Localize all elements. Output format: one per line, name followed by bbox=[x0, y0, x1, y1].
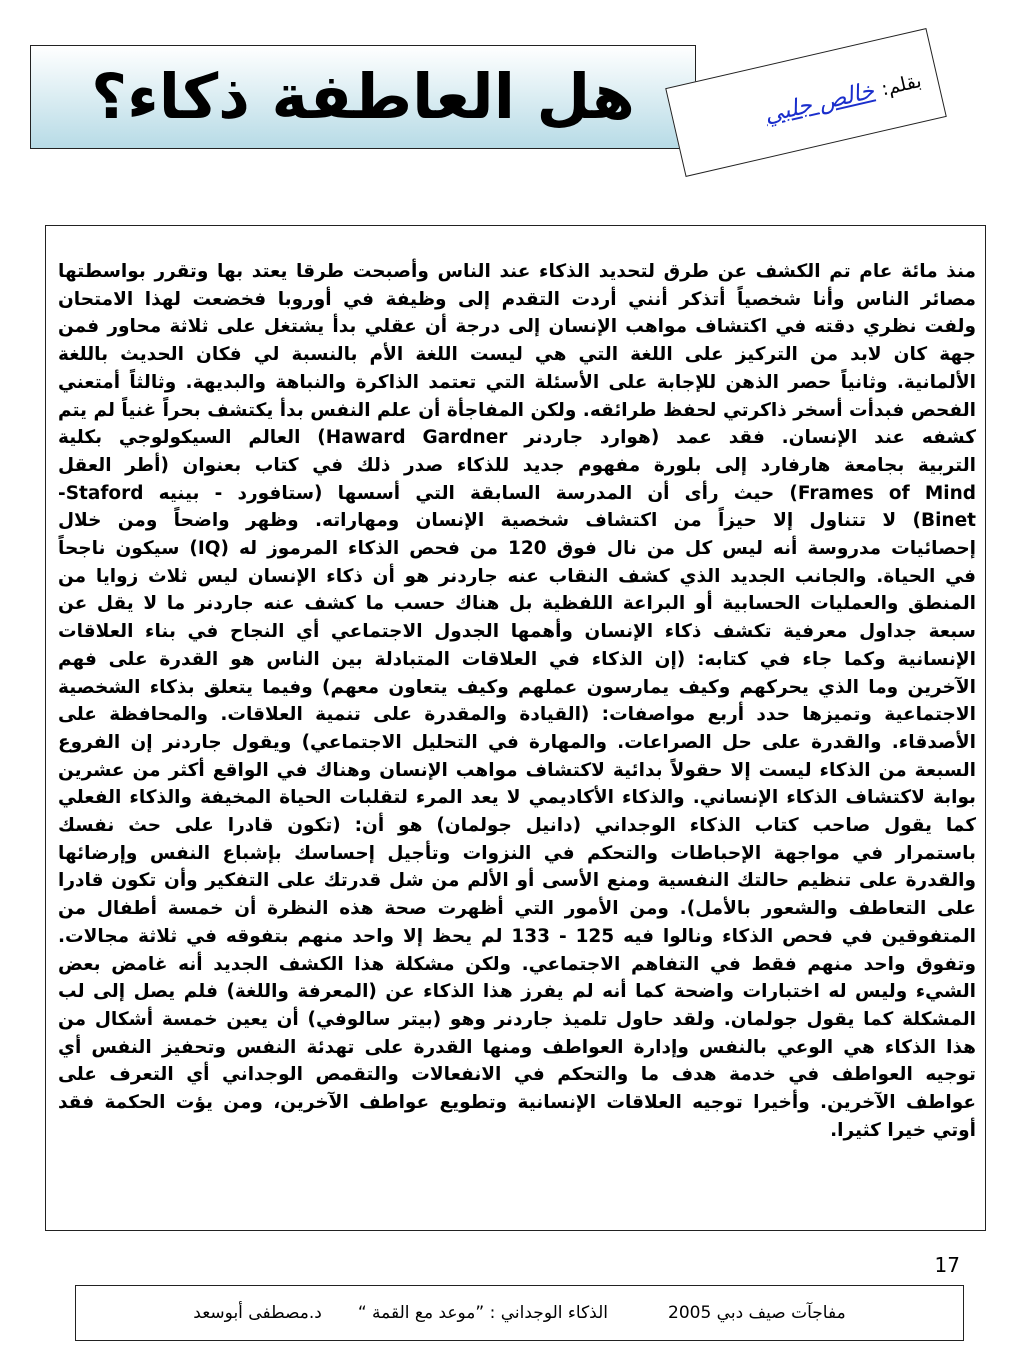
body-line: بوابة لاكتشاف الذكاء الإنساني. والذكاء الأكاديمي لا يعد المرء لتقلبات الحياة المخيفة والذكاء الفعلي bbox=[58, 787, 976, 809]
body-line: هذا الذكاء هي الوعي بالنفس وإدارة العواطف ومنها القدرة على تهدئة النفس وتحفيز النفس أي bbox=[58, 1036, 976, 1058]
body-line: التربية بجامعة هارفارد إلى بلورة مفهوم جديد للذكاء صدر ذلك في كتاب بعنوان (أطر العقل bbox=[58, 454, 976, 476]
body-line: سبعة جداول معرفية تكشف ذكاء الإنسان وأهمها الجدول الاجتماعي أي النجاح في بناء العلاقات bbox=[58, 621, 976, 643]
body-line: كما يقول صاحب كتاب الذكاء الوجداني (دانيل جولمان) هو أن: (تكون قادرا على حث نفسك bbox=[58, 815, 976, 837]
body-line: أوتي خيرا كثيرا. bbox=[830, 1119, 976, 1141]
body-line: المنطق والعمليات الحسابية أو البراعة اللفظية بل هناك حسب ما كشف عنه جاردنر ما لا يقل عن bbox=[58, 593, 976, 615]
page-number: 17 bbox=[934, 1253, 960, 1277]
body-line: في الحياة. والجانب الجديد الذي كشف النقاب عنه جاردنر هو أن ذكاء الإنسان ليس ثلاث زوايا من bbox=[58, 565, 976, 587]
body-line: توجيه العواطف في خدمة هدف ما والتحكم في الانفعالات والتقمص الوجداني أي التعرف على bbox=[58, 1064, 976, 1086]
article-body-box bbox=[45, 225, 986, 1231]
footer-event: مفاجآت صيف دبي 2005 bbox=[668, 1303, 846, 1323]
byline bbox=[762, 66, 924, 127]
body-line: المشكلة كما يقول جولمان. ولقد حاول تلميذ جاردنر وهو (بيتر سالوفي) أن يعين خمسة أشكال من bbox=[58, 1008, 976, 1030]
body-line: على التعاطف والشعور بالأمل). ومن الأمور التي أظهرت صحة هذه النظرة أن خمسة أطفال من bbox=[58, 898, 976, 920]
body-line: باستمرار في مواجهة الإحباطات والتحكم في النزوات وتأجيل إحساسك بإشباع النفس وإرضائها bbox=[58, 842, 976, 864]
body-line: والقدرة على تنظيم حالتك النفسية ومنع الأسى أو الألم من شل قدرتك على التفكير وأن تكون قادرا bbox=[58, 870, 976, 892]
body-line: مصائر الناس وأنا شخصياً أتذكر أنني أردت التقدم إلى وظيفة في أوروبا فخضعت لهذا الامتحان bbox=[58, 288, 976, 310]
page-title: هل العاطفة ذكاء؟ bbox=[91, 60, 635, 133]
author-link[interactable]: خالص جلبي bbox=[761, 77, 877, 128]
body-line: وتفوق واحد منهم فقط في التفاهم الاجتماعي. ولكن مشكلة هذا الكشف الجديد أنه غامض بعض bbox=[58, 953, 976, 975]
footer bbox=[75, 1285, 964, 1341]
byline-box bbox=[665, 28, 947, 177]
body-line: منذ مائة عام تم الكشف عن طرق لتحديد الذكاء عند الناس وأصبحت طرقا يعتد بها وتقرر بواسطتها bbox=[58, 261, 976, 282]
body-line: الأصدقاء. والقدرة على حل الصراعات. والمهارة في التحليل الاجتماعي) ويقول جاردنر إن الفروع bbox=[58, 731, 976, 753]
body-line: الاجتماعية وتميزها حدد أربع مواصفات: (القيادة والمقدرة على تنمية العلاقات. والمحافظة على bbox=[58, 704, 976, 726]
body-line: ولفت نظري دقته في اكتشاف مواهب الإنسان إلى درجة أن عقلي بدأ يشتغل على ثلاثة محاور فمن bbox=[58, 316, 976, 338]
body-line: السبعة من الذكاء ليست إلا حقولاً بدائية لاكتشاف مواهب الإنسان وهناك في الواقع أكثر من عشرين bbox=[58, 759, 976, 781]
byline-prefix: بقلم: bbox=[879, 69, 924, 100]
footer-speaker: د.مصطفى أبوسعد bbox=[193, 1303, 322, 1323]
body-line: الشيء وليس له اختبارات واضحة كما أنه لم يفرز هذا الذكاء عن (المعرفة واللغة) فلم يصل إلى لب bbox=[58, 981, 976, 1003]
body-line: إحصائيات مدروسة أنه ليس كل من نال فوق 120 من فحص الذكاء المرموز له (IQ) سيكون ناجحاً bbox=[58, 538, 977, 560]
body-line: جهة كان لابد من التركيز على اللغة التي هي ليست اللغة الأم بالنسبة لي فكان الحديث باللغة bbox=[58, 344, 976, 366]
body-line: كشفه عند الإنسان. فقد عمد (هوارد جاردنر Haward Gardner) العالم السيكولوجي بكلية bbox=[58, 427, 976, 449]
body-line: الفحص فبدأت أسخر ذاكرتي لحفظ طرائقه. ولكن المفاجأة أن علم النفس بدأ يكتشف بحراً غنياً لم يتم bbox=[58, 399, 976, 421]
body-line: الألمانية. وثانياً حصر الذهن للإجابة على الأسئلة التي تعتمد الذاكرة والنباهة والبديهة. وثالثاً أمتعني bbox=[58, 371, 976, 393]
body-line: الآخرين وما الذي يحركهم وكيف يمارسون عملهم وكيف يتعاون معهم) وفيما يتعلق بذكاء الشخصية bbox=[58, 676, 976, 698]
body-line: عواطف الآخرين. وأخيرا توجيه العلاقات الإنسانية وتطويع عواطف الآخرين، ومن يؤت الحكمة فقد bbox=[58, 1092, 976, 1114]
title-box bbox=[30, 45, 696, 149]
article-body bbox=[58, 258, 976, 1145]
body-line: الإنسانية وكما جاء في كتابه: (إن الذكاء في العلاقات المتبادلة بين الناس هو القدرة على فهم bbox=[58, 648, 976, 670]
body-line: Frames of Mind) حيث رأى أن المدرسة السابقة التي أسسها (ستافورد - بينيه Staford- bbox=[58, 482, 977, 504]
footer-topic: الذكاء الوجداني : ”موعد مع القمة “ bbox=[357, 1303, 608, 1323]
body-line: المتفوقين في فحص الذكاء ونالوا فيه 125 - 133 لم يحظ إلا واحد منهم بتفوقه في ثلاثة مجالات. bbox=[58, 925, 977, 947]
body-line: Binet) لا تتناول إلا حيزاً من اكتشاف شخصية الإنسان ومهاراته. وظهر واضحاً ومن خلال bbox=[58, 510, 976, 532]
